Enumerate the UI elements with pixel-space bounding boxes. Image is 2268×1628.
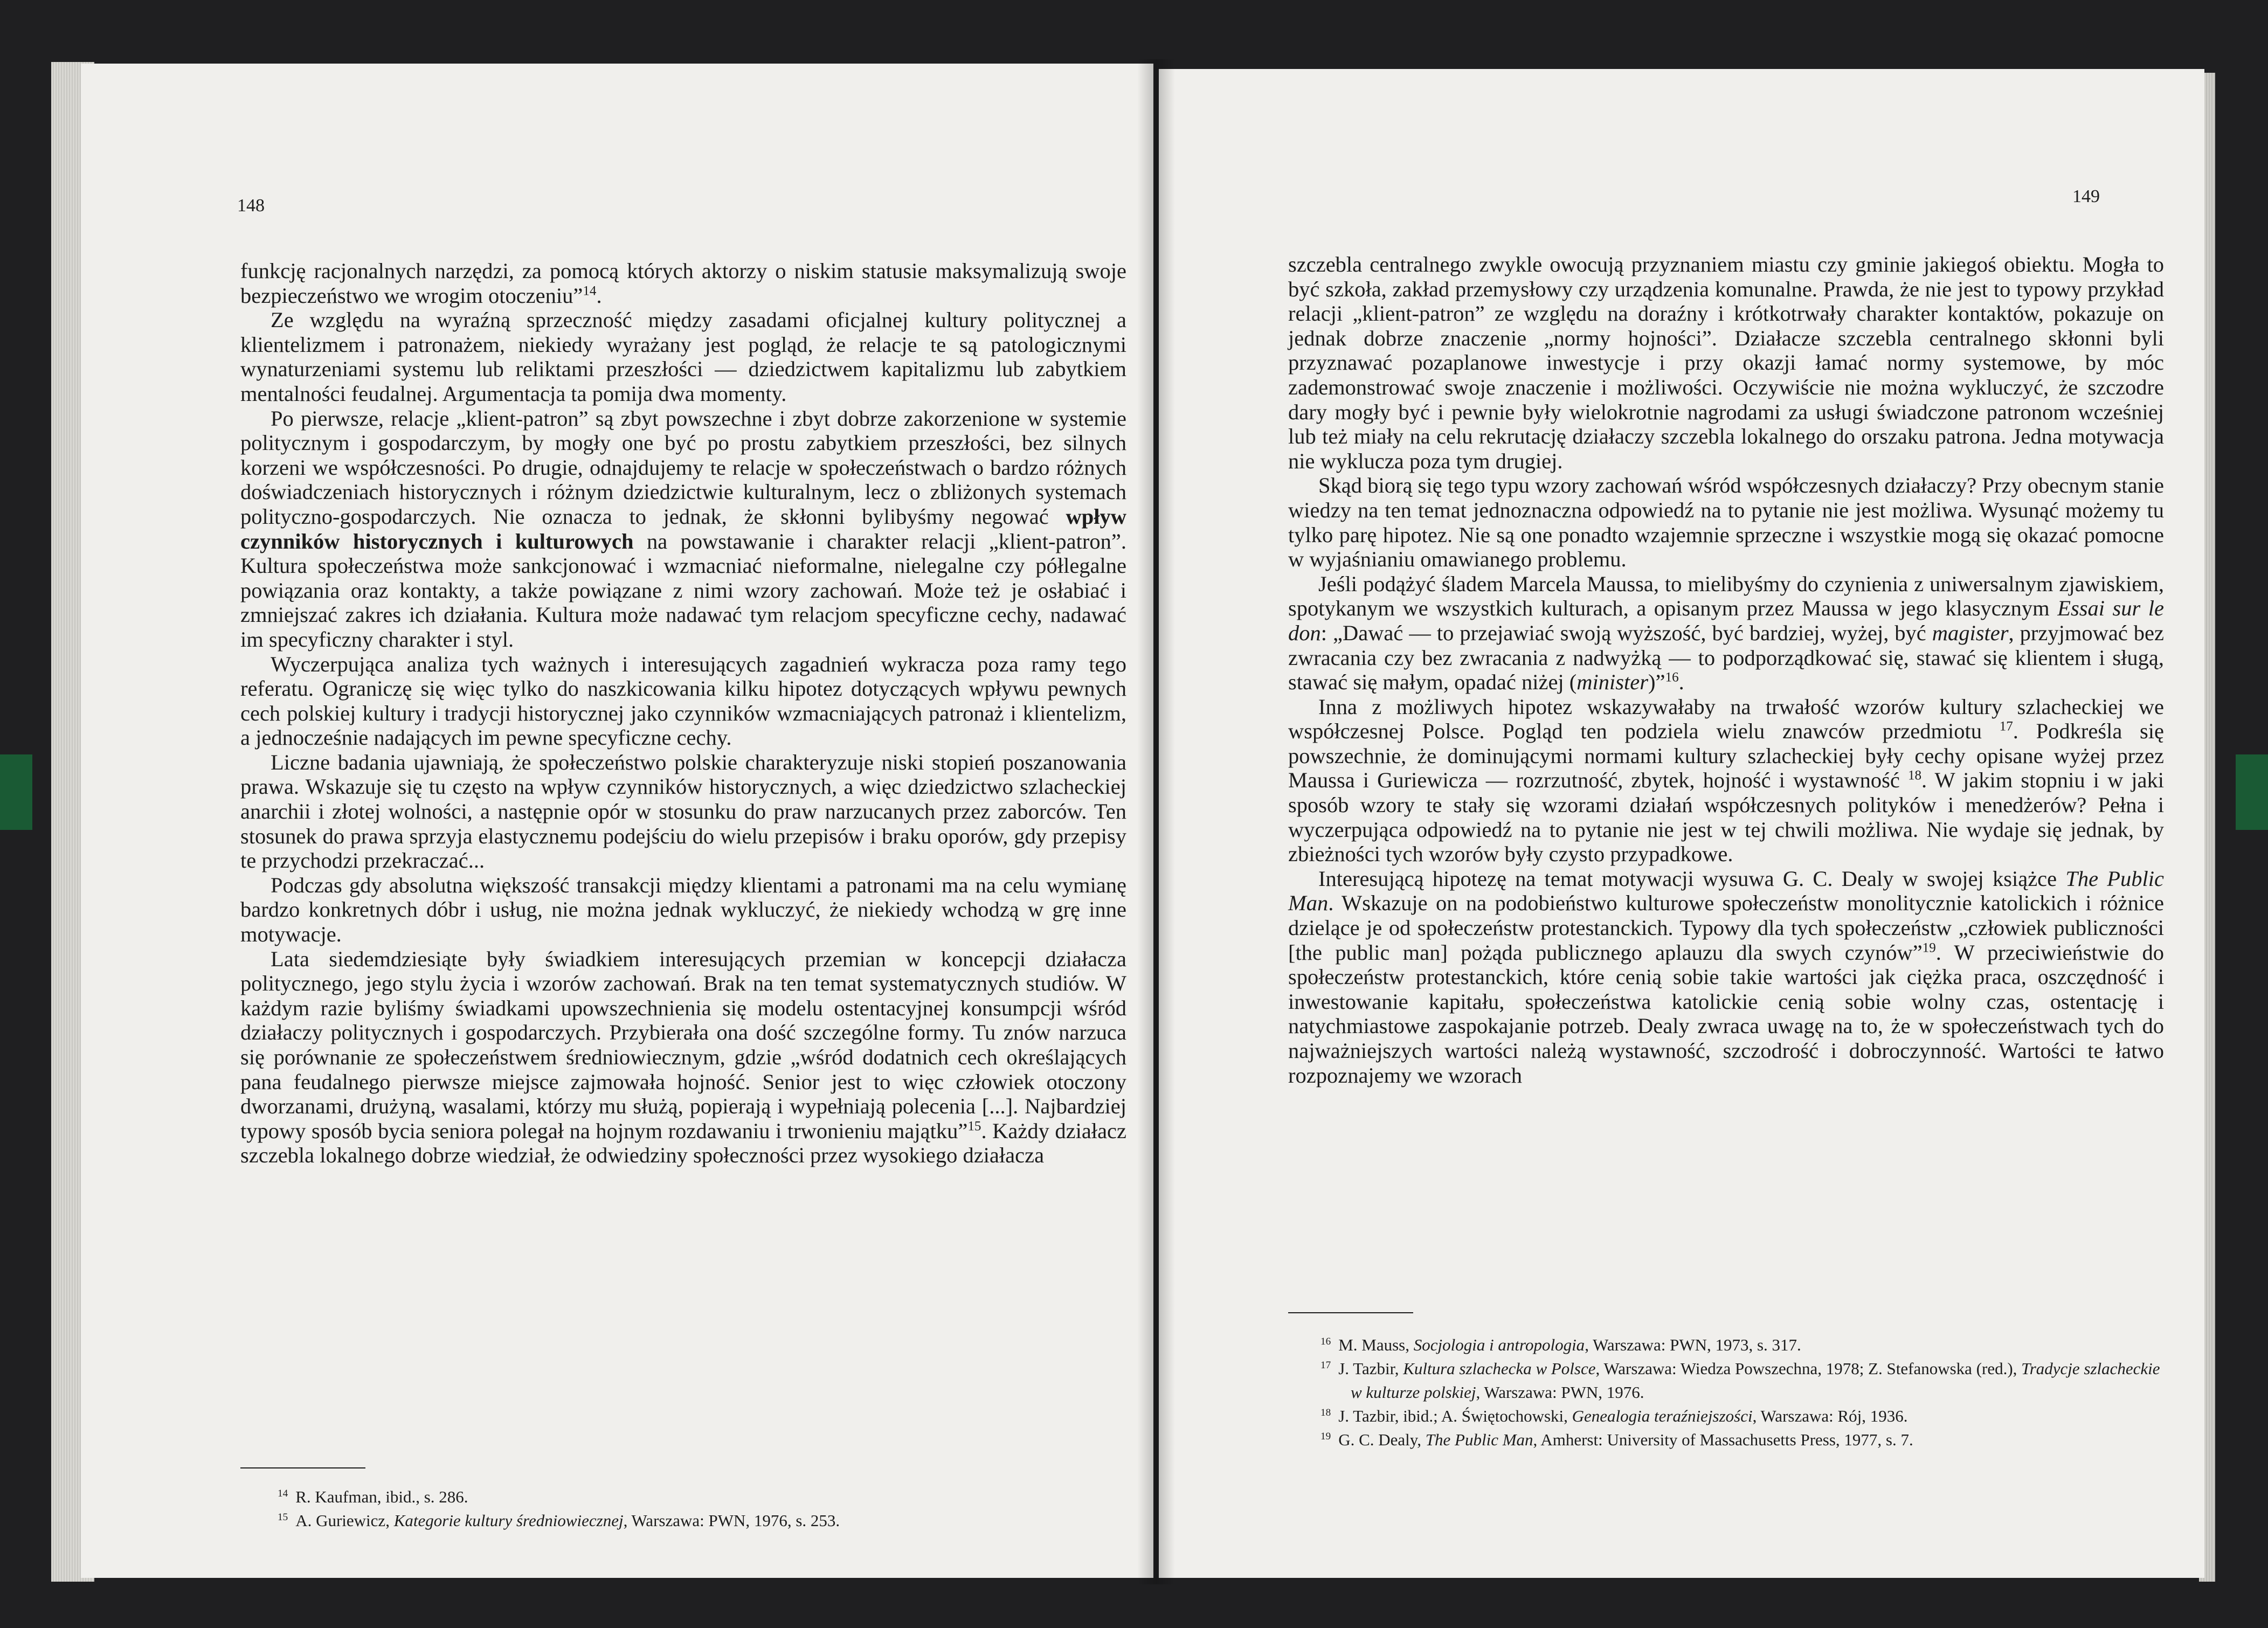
footnote: $^{14}$ R. Kaufman, ibid., s. 286. [278,1487,468,1506]
footnote-ref[interactable]: 15 [967,1119,981,1134]
paragraph: Inna z możliwych hipotez wskazywałaby na trwałość wzorów kultury szlacheckiej we współczesnej Polsce. Pogląd ten podziela wielu znawców przedmiotu $^{17}$. Podkreśla się powszechnie, że dominującymi normami kultury szlacheckiej były cechy opisane wyżej przez Maussa i Guriewicza — rozrzutność, zbytek, hojność i wystawność $^{18}$. W jakim stopniu i w jaki sposób wzory te stały się wzorami działań współczesnych polityków i menedżerów? Pełna i wyczerpująca odpowiedź na to pytanie nie jest w tej chwili możliwa. Nie wydaje się jednak, by zbieżności tych wzorów były czysto przypadkowe. [1288,694,2164,867]
right-page [1159,69,2204,1578]
footnote-ref[interactable]: 16 [1665,670,1679,685]
right-page-body [1288,252,2164,1087]
footnote-divider [1288,1312,1413,1313]
green-page-tab-right [2236,754,2268,830]
paragraph: Wyczerpująca analiza tych ważnych i interesujących zagadnień wykracza poza ramy tego referatu. Ograniczę się więc tylko do naszkicowania kilku hipotez dotyczących wpływu pewnych cech polskiej kultury i tradycji historycznej jako czynników wzmacniających patronaż i klientelizm, a jednocześnie nadających im pewne specyficzne cechy. [240,652,1126,750]
page-number-left: 148 [237,196,265,216]
footnote: $^{15}$ A. Guriewicz, Kategorie kultury średniowiecznej, Warszawa: PWN, 1976, s. 253. [278,1511,840,1530]
paragraph: Liczne badania ujawniają, że społeczeństwo polskie charakteryzuje niski stopień poszanowania prawa. Wskazuje się tu często na wpływ czynników historycznych, a więc dziedzictwo szlacheckiej anarchii i złotej wolności, a następnie opór w stosunku do praw narzucanych przez zaborców. Ten stosunek do prawa sprzyja elastycznemu podejściu do wielu przepisów i braku oporów, gdy przepisy te przychodzi przekraczać... [240,750,1126,873]
footnote: $^{18}$ J. Tazbir, ibid.; A. Świętochowski, Genealogia teraźniejszości, Warszawa: Rój, 1936. [1320,1407,1908,1425]
footnote-ref[interactable]: 17 [1999,719,2013,734]
paragraph: szczebla centralnego zwykle owocują przyznaniem miastu czy gminie jakiegoś obiektu. Mogła to być szkoła, zakład przemysłowy czy urządzenia komunalne. Prawda, że nie jest to typowy przykład relacji „klient-patron” ze względu na doraźny i krótkotrwały charakter kontaktów, pokazuje on jednak dobrze znaczenie „normy hojności”. Działacze szczebla centralnego skłonni byli przyznawać pozaplanowe inwestycje i przy okazji łamać normy systemowe, by móc zademonstrować swoje znaczenie i możliwości. Oczywiście nie można wykluczyć, że szczodre dary mogły być i pewnie były wielokrotnie nagrodami za usługi świadczone patronom wcześniej lub też miały na celu rekrutację działaczy szczebla lokalnego do orszaku patrona. Jedna motywacja nie wyklucza poza tym drugiej. [1288,252,2164,473]
page-number-right: 149 [2072,186,2100,206]
left-page [81,64,1153,1578]
paragraph: Interesującą hipotezę na temat motywacji wysuwa G. C. Dealy w swojej książce The Public Man. Wskazuje on na podobieństwo kulturowe społeczeństw monolitycznie katolickich i różnice dzielące je od społeczeństw protestanckich. Typowy dla tych społeczeństw „człowiek publiczności [the public man] pożąda publicznego aplauzu dla swych czynów”$^{19}$. W przeciwieństwie do społeczeństw protestanckich, które cenią sobie takie wartości jak ciężka praca, oszczędność i inwestowanie kapitału, społeczeństwa katolickie cenią sobie wolny czas, ostentację i natychmiastowe zaspokajanie potrzeb. Dealy zwraca uwagę na to, że w społeczeństwach tych do najważniejszych wartości należą wystawność, szczodrość i dobroczynność. Wartości te łatwo rozpoznajemy we wzorach [1288,866,2164,1087]
footnote-ref[interactable]: 19 [1922,940,1936,955]
bold-phrase: wpływ czynników historycznych i kulturowych [240,504,1126,553]
footnote-ref[interactable]: 18 [1907,768,1922,783]
paragraph: Podczas gdy absolutna większość transakcji między klientami a patronami ma na celu wymianę bardzo konkretnych dóbr i usług, nie można jednak wykluczyć, że niekiedy wchodzą w grę inne motywacje. [240,872,1126,947]
footnote: $^{16}$ M. Mauss, Socjologia i antropologia, Warszawa: PWN, 1973, s. 317. [1320,1335,1801,1354]
green-page-tab-left [0,754,32,830]
paragraph: funkcję racjonalnych narzędzi, za pomocą których aktorzy o niskim statusie maksymalizują swoje bezpieczeństwo we wrogim otoczeniu”$^{14}$. [240,259,1126,308]
left-page-body [240,259,1126,1168]
footnote: $^{19}$ G. C. Dealy, The Public Man, Amherst: University of Massachusetts Press, 1977, s. 7. [1320,1430,1913,1449]
paragraph: Skąd biorą się tego typu wzory zachowań wśród współczesnych działaczy? Przy obecnym stanie wiedzy na ten temat jednoznaczna odpowiedź na to pytanie nie jest możliwa. Wysunąć możemy tu tylko parę hipotez. Nie są one ponadto wzajemnie sprzeczne i wszystkie mogą się okazać pomocne w wyjaśnianiu omawianego problemu. [1288,473,2164,572]
paragraph: Po pierwsze, relacje „klient-patron” są zbyt powszechne i zbyt dobrze zakorzenione w systemie politycznym i gospodarczym, by mogły one być po prostu zabytkiem przeszłości, bez silnych korzeni we współczesności. Po drugie, odnajdujemy te relacje w społeczeństwach o bardzo różnych doświadczeniach historycznych i różnym dziedzictwie kulturalnym, lecz o zbliżonych systemach polityczno-gospodarczych. Nie oznacza to jednak, że skłonni bylibyśmy negować wpływ czynników historycznych i kulturowych na powstawanie i charakter relacji „klient-patron”. Kultura społeczeństwa może sankcjonować i wzmacniać nieformalne, nielegalne czy półlegalne powiązania oraz kontakty, a także powiązane z nimi wzory zachowań. Może też je osłabiać i zmniejszać zakres ich działania. Kultura może nadawać tym relacjom specyficzne cechy, nadawać im specyficzny charakter i styl. [240,406,1126,652]
footnote-divider [240,1467,365,1468]
paragraph: Lata siedemdziesiąte były świadkiem interesujących przemian w koncepcji działacza politycznego, jego stylu życia i wzorów zachowań. Brak na ten temat systematycznych studiów. W każdym razie byliśmy świadkami upowszechnienia się modelu ostentacyjnej konsumpcji wśród działaczy politycznych i gospodarczych. Przybierała ona dość szczególne formy. Tu znów narzuca się porównanie ze społeczeństwem średniowiecznym, gdzie „wśród dodatnich cech określających pana feudalnego pierwsze miejsce zajmowała hojność. Senior jest to więc człowiek otoczony dworzanami, drużyną, wasalami, którzy mu służą, popierają i wypełniają polecenia [...]. Najbardziej typowy sposób bycia seniora polegał na hojnym rozdawaniu i trwonieniu majątku”$^{15}$. Każdy działacz szczebla lokalnego dobrze wiedział, że odwiedziny społeczności przez wysokiego działacza [240,946,1126,1168]
book-gutter [1137,59,1175,1584]
paragraph: Ze względu na wyraźną sprzeczność między zasadami oficjalnej kultury politycznej a klientelizmem i patronażem, niekiedy wyrażany jest pogląd, że relacje te są patologicznymi wynaturzeniami systemu lub reliktami przeszłości — dziedzictwem kapitalizmu lub zabytkiem mentalności feudalnej. Argumentacja ta pomija dwa momenty. [240,308,1126,406]
paragraph: Jeśli podążyć śladem Marcela Maussa, to mielibyśmy do czynienia z uniwersalnym zjawiskiem, spotykanym we wszystkich kulturach, a opisanym przez Maussa w jego klasycznym Essai sur le don: „Dawać — to przejawiać swoją wyższość, być bardziej, wyżej, być magister, przyjmować bez zwracania czy bez zwracania z nadwyżką — to podporządkować się, stawać się klientem i sługą, stawać się małym, opadać niżej (minister)”$^{16}$. [1288,571,2165,695]
footnotes-left [278,1485,1118,1533]
footnotes-right [1320,1333,2172,1452]
footnote-ref[interactable]: 14 [583,283,597,299]
footnote: $^{17}$ J. Tazbir, Kultura szlachecka w Polsce, Warszawa: Wiedza Powszechna, 1978; Z. Stefanowska (red.), Tradycje szlacheckie w kulturze polskiej, Warszawa: PWN, 1976. [1320,1359,2160,1402]
